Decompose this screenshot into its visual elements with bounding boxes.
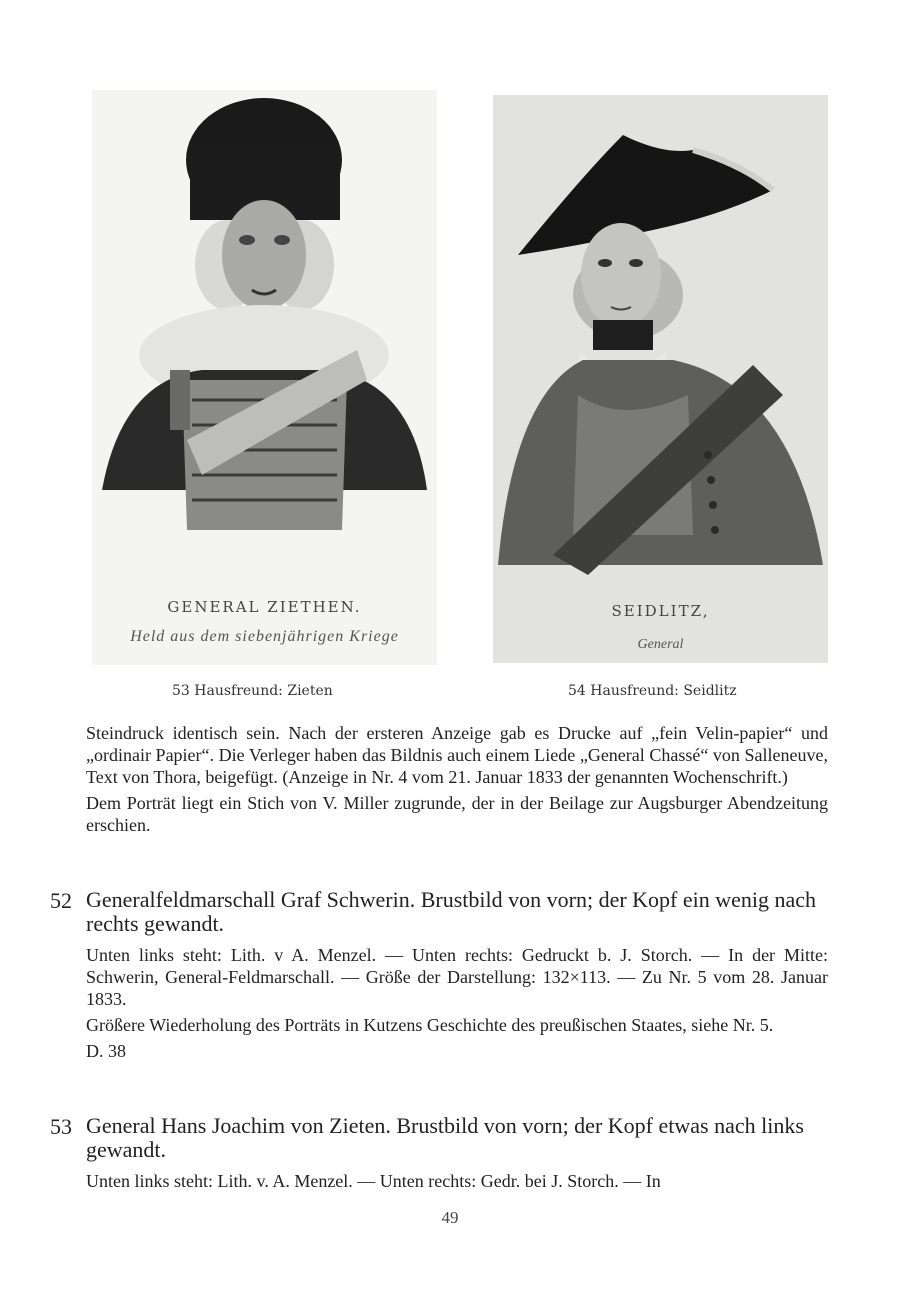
intro-text [86, 722, 828, 840]
plate-title-seidlitz: SEIDLITZ, [611, 602, 710, 620]
caption-seidlitz: 54 Hausfreund: Seidlitz [568, 683, 737, 699]
entry-number-53: 53 [50, 1114, 72, 1139]
intro-paragraph: Steindruck identisch sein. Nach der ersteren Anzeige gab es Drucke auf „fein Velin-papier“ und „ordinair Papier“. Die Verleger haben das Bildnis auch einem Liede „General Chassé“ von Salleneuve, Text von Thora, beigefügt. (Anzeige in Nr. 4 vom 21. Januar 1833 der genannten Wochenschrift.) [86, 723, 828, 787]
entry-body-53 [86, 1170, 828, 1196]
plate-title-zieten: GENERAL ZIETHEN. [167, 598, 362, 616]
caption-zieten: 53 Hausfreund: Zieten [172, 683, 333, 699]
portrait-zieten-image [92, 90, 437, 590]
portrait-seidlitz [493, 95, 828, 663]
intro-paragraph: Dem Porträt liegt ein Stich von V. Miller zugrunde, der in der Beilage zur Augsburger Abendzeitung erschien. [86, 793, 828, 835]
plate-subtitle-seidlitz: General [637, 637, 684, 652]
page-number: 49 [441, 1208, 459, 1227]
entry-paragraph: Unten links steht: Lith. v. A. Menzel. — Unten rechts: Gedr. bei J. Storch. — In [86, 1171, 661, 1191]
entry-paragraph: D. 38 [86, 1041, 126, 1061]
entry-title-53: General Hans Joachim von Zieten. Brustbild von vorn; der Kopf etwas nach links gewandt. [86, 1113, 804, 1162]
entry-body-52 [86, 944, 828, 1066]
portrait-zieten [92, 90, 437, 665]
entry-title-52: Generalfeldmarschall Graf Schwerin. Brustbild von vorn; der Kopf ein wenig nach rechts gewandt. [86, 887, 817, 936]
entry-paragraph: Unten links steht: Lith. v A. Menzel. — Unten rechts: Gedruckt b. J. Storch. — In der Mitte: Schwerin, General-Feldmarschall. — Größe der Darstellung: 132×113. — Zu Nr. 5 vom 28. Januar 1833. [86, 945, 828, 1009]
portrait-seidlitz-image [493, 95, 828, 585]
entry-paragraph: Größere Wiederholung des Porträts in Kutzens Geschichte des preußischen Staates, siehe Nr. 5. [86, 1015, 774, 1035]
entry-number-52: 52 [50, 888, 72, 913]
plate-subtitle-zieten: Held aus dem siebenjährigen Kriege [130, 628, 399, 645]
